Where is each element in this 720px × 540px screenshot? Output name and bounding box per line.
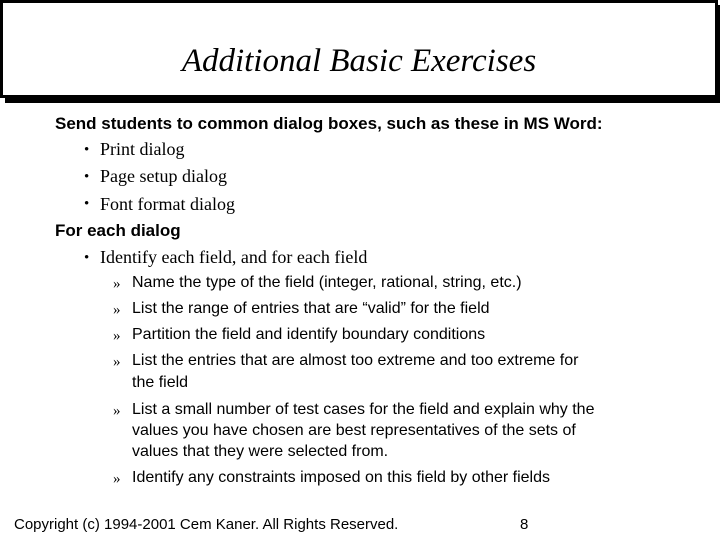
identify-text: Identify each field, and for each field bbox=[100, 247, 368, 267]
intro-text: Send students to common dialog boxes, such as these in MS Word: bbox=[55, 114, 603, 133]
sub-item-constraints: Identify any constraints imposed on this field by other fields bbox=[132, 469, 550, 486]
copyright-footer: Copyright (c) 1994-2001 Cem Kaner. All Rights Reserved. bbox=[14, 516, 399, 533]
sub-item-extreme-line2: the field bbox=[132, 374, 189, 391]
dialog-item-page-setup: Page setup dialog bbox=[100, 166, 227, 186]
raquo-icon: » bbox=[113, 403, 121, 419]
raquo-icon: » bbox=[113, 302, 121, 318]
sub-item-test-cases-line1: List a small number of test cases for the field and explain why the bbox=[132, 401, 595, 418]
page-number: 8 bbox=[520, 516, 529, 533]
bullet-icon: • bbox=[84, 250, 90, 266]
dialog-item-font-format: Font format dialog bbox=[100, 194, 235, 214]
bullet-icon: • bbox=[84, 169, 90, 185]
dialog-item-print: Print dialog bbox=[100, 139, 185, 159]
raquo-icon: » bbox=[113, 354, 121, 370]
raquo-icon: » bbox=[113, 328, 121, 344]
raquo-icon: » bbox=[113, 471, 121, 487]
sub-item-type: Name the type of the field (integer, rational, string, etc.) bbox=[132, 274, 522, 291]
sub-item-test-cases-line2: values you have chosen are best representatives of the sets of bbox=[132, 422, 576, 439]
sub-item-partition: Partition the field and identify boundary conditions bbox=[132, 326, 486, 343]
bullet-icon: • bbox=[84, 142, 90, 158]
for-each-dialog-text: For each dialog bbox=[55, 221, 181, 240]
raquo-icon: » bbox=[113, 276, 121, 292]
bullet-icon: • bbox=[84, 196, 90, 212]
sub-item-extreme-line1: List the entries that are almost too extreme and too extreme for bbox=[132, 352, 579, 369]
sub-item-range: List the range of entries that are “valid” for the field bbox=[132, 300, 490, 317]
slide-title: Additional Basic Exercises bbox=[181, 43, 537, 79]
sub-item-test-cases-line3: values that they were selected from. bbox=[132, 443, 389, 460]
